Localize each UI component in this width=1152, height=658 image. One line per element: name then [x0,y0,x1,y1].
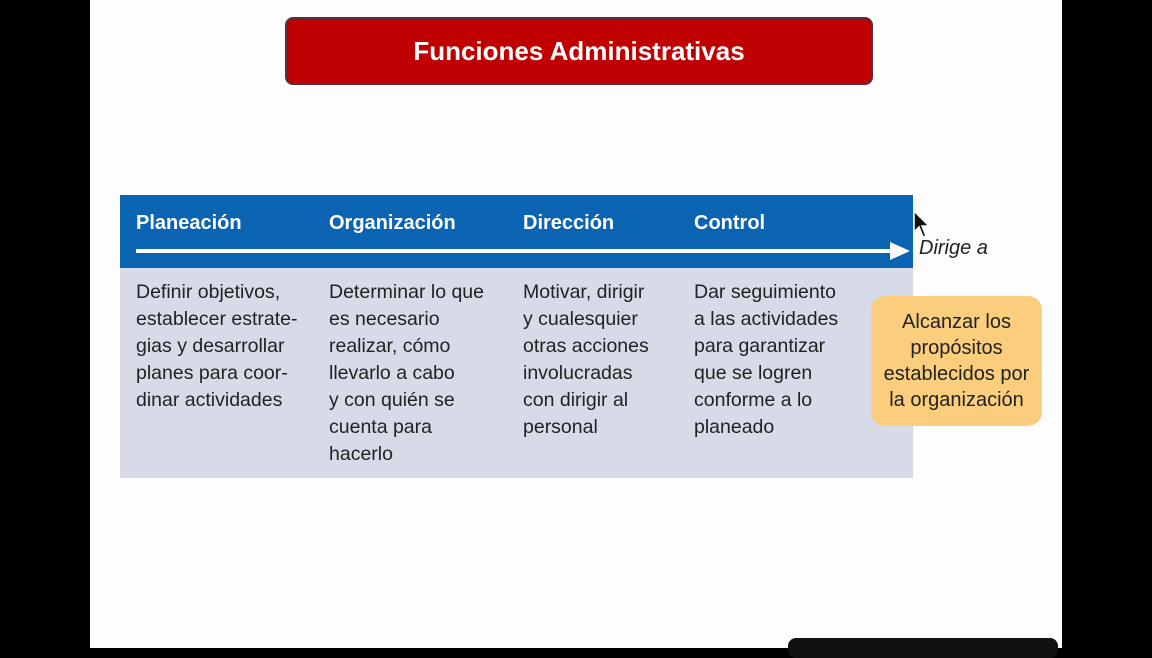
cell-planeacion: Definir objetivos, establecer estrate- gias y desarrollar planes para coor- dinar actividades [136,281,298,411]
cell-direccion: Motivar, dirigir y cualesquier otras acciones involucradas con dirigir al personal [523,281,649,438]
header-organizacion: Organización [329,212,456,234]
header-direccion: Dirección [523,212,615,234]
slide-title: Funciones Administrativas [285,17,873,85]
cell-organizacion: Determinar lo que es necesario realizar, cómo llevarlo a cabo y con quién se cuenta para hacerlo [329,281,484,465]
caption-bar [788,638,1058,658]
arrow-head-icon [890,242,910,260]
goal-box: Alcanzar los propósitos establecidos por la organización [871,296,1042,426]
functions-table [120,195,913,478]
header-planeacion: Planeación [136,212,242,234]
table-header [120,195,913,268]
slide [90,0,1062,648]
flow-arrow-line [136,249,896,253]
header-control: Control [694,212,766,234]
arrow-label: Dirige a [919,237,988,259]
mouse-cursor-icon [913,210,933,240]
cell-control: Dar seguimiento a las actividades para garantizar que se logren conforme a lo planeado [694,281,839,438]
